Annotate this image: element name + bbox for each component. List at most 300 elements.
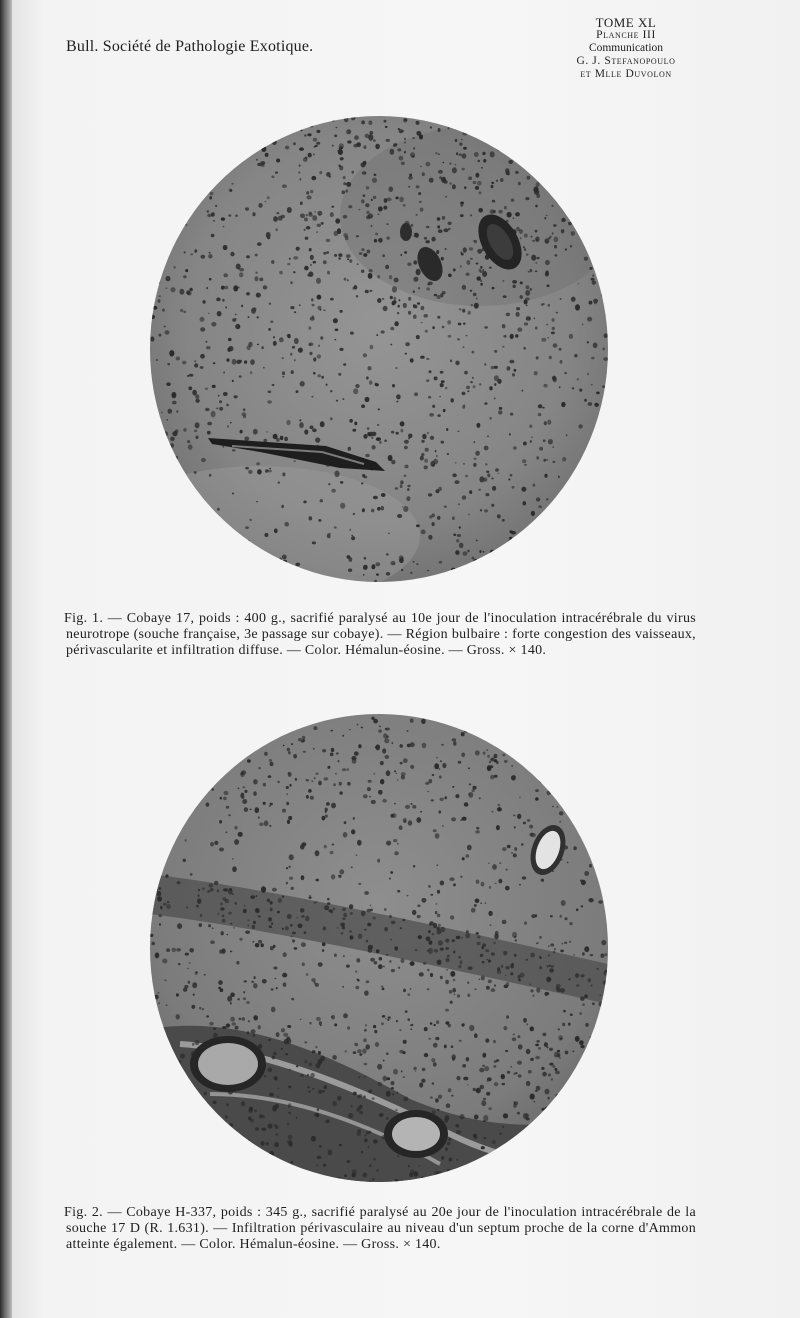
nucleus-speck [278, 481, 280, 483]
nucleus-speck [440, 798, 444, 801]
nucleus-speck [456, 936, 461, 939]
nucleus-speck [365, 397, 370, 402]
nucleus-speck [162, 309, 165, 312]
nucleus-speck [151, 315, 155, 319]
nucleus-speck [492, 1140, 496, 1144]
nucleus-speck [564, 917, 567, 920]
nucleus-speck [419, 1082, 423, 1087]
nucleus-speck [470, 258, 473, 260]
nucleus-speck [475, 451, 480, 456]
nucleus-speck [418, 935, 422, 939]
nucleus-speck [559, 386, 561, 388]
nucleus-speck [243, 786, 246, 788]
nucleus-speck [560, 950, 564, 953]
nucleus-speck [505, 886, 510, 891]
nucleus-speck [520, 295, 523, 299]
nucleus-speck [284, 1039, 289, 1044]
nucleus-speck [209, 474, 211, 477]
nucleus-speck [387, 198, 392, 202]
nucleus-speck [430, 894, 433, 896]
nucleus-speck [358, 934, 363, 939]
nucleus-speck [462, 285, 466, 290]
nucleus-speck [214, 841, 218, 845]
nucleus-speck [515, 939, 517, 941]
nucleus-speck [418, 192, 421, 195]
nucleus-speck [247, 925, 249, 927]
nucleus-speck [277, 911, 280, 914]
nucleus-speck [187, 440, 190, 443]
nucleus-speck [261, 1141, 265, 1146]
nucleus-speck [483, 752, 486, 755]
nucleus-speck [366, 186, 369, 189]
nucleus-speck [447, 955, 450, 958]
nucleus-speck [446, 1103, 451, 1108]
nucleus-speck [258, 915, 261, 917]
nucleus-speck [217, 913, 219, 915]
nucleus-speck [413, 865, 415, 868]
nucleus-speck [180, 309, 183, 313]
nucleus-speck [562, 457, 566, 462]
nucleus-speck [379, 441, 382, 444]
nucleus-speck [553, 951, 556, 954]
nucleus-speck [569, 334, 573, 339]
nucleus-speck [306, 214, 308, 217]
nucleus-speck [282, 809, 286, 813]
nucleus-speck [359, 1111, 363, 1114]
nucleus-speck [267, 237, 270, 240]
nucleus-speck [289, 877, 293, 880]
nucleus-speck [231, 893, 234, 895]
nucleus-speck [316, 1017, 321, 1021]
nucleus-speck [564, 372, 566, 374]
nucleus-speck [286, 786, 289, 789]
nucleus-speck [461, 732, 465, 736]
nucleus-speck [318, 781, 322, 786]
nucleus-speck [223, 392, 228, 396]
nucleus-speck [167, 419, 169, 421]
nucleus-speck [570, 245, 572, 248]
nucleus-speck [502, 754, 505, 757]
nucleus-speck [186, 906, 188, 908]
nucleus-speck [424, 1053, 428, 1057]
nucleus-speck [295, 563, 300, 567]
nucleus-speck [281, 215, 285, 219]
nucleus-speck [363, 794, 368, 798]
nucleus-speck [516, 307, 520, 310]
nucleus-speck [489, 417, 491, 420]
nucleus-speck [328, 483, 330, 485]
nucleus-speck [223, 273, 228, 277]
nucleus-speck [447, 127, 449, 130]
nucleus-speck [560, 298, 562, 300]
nucleus-speck [484, 402, 487, 405]
nucleus-speck [268, 391, 272, 394]
nucleus-speck [331, 874, 335, 879]
nucleus-speck [311, 298, 314, 301]
nucleus-speck [313, 261, 316, 264]
nucleus-speck [412, 910, 416, 915]
nucleus-speck [278, 1088, 280, 1090]
nucleus-speck [343, 176, 346, 179]
nucleus-speck [164, 979, 166, 981]
nucleus-speck [373, 1025, 376, 1028]
nucleus-speck [313, 748, 315, 750]
nucleus-speck [346, 254, 351, 258]
nucleus-speck [394, 946, 398, 950]
nucleus-speck [558, 1028, 560, 1030]
nucleus-speck [332, 145, 334, 147]
nucleus-speck [532, 240, 535, 242]
nucleus-speck [477, 249, 482, 254]
nucleus-speck [168, 409, 173, 414]
nucleus-speck [323, 309, 325, 311]
nucleus-speck [470, 214, 472, 216]
nucleus-speck [473, 293, 477, 297]
nucleus-speck [585, 1023, 588, 1027]
nucleus-speck [531, 511, 535, 516]
nucleus-speck [307, 195, 312, 199]
nucleus-speck [425, 330, 428, 333]
nucleus-speck [571, 297, 576, 302]
nucleus-speck [430, 1096, 433, 1098]
nucleus-speck [437, 225, 440, 228]
nucleus-speck [462, 168, 465, 171]
nucleus-speck [451, 1095, 453, 1097]
nucleus-speck [371, 225, 373, 227]
nucleus-speck [233, 285, 238, 291]
nucleus-speck [378, 408, 381, 410]
nucleus-speck [438, 940, 443, 946]
nucleus-speck [317, 224, 321, 227]
nucleus-speck [343, 182, 346, 185]
nucleus-speck [227, 425, 229, 428]
nucleus-speck [348, 205, 352, 208]
nucleus-speck [483, 478, 487, 482]
nucleus-speck [552, 806, 554, 807]
nucleus-speck [356, 1107, 360, 1112]
nucleus-speck [425, 782, 429, 785]
nucleus-speck [452, 473, 457, 477]
nucleus-speck [442, 162, 444, 164]
nucleus-speck [258, 940, 262, 944]
nucleus-speck [288, 1135, 293, 1140]
nucleus-speck [526, 305, 528, 307]
nucleus-speck [530, 953, 535, 958]
nucleus-speck [357, 724, 359, 726]
nucleus-speck [300, 1074, 304, 1077]
nucleus-speck [238, 832, 243, 837]
nucleus-speck [159, 914, 162, 917]
nucleus-speck [494, 1082, 499, 1086]
nucleus-speck [385, 755, 390, 759]
nucleus-speck [224, 286, 228, 290]
nucleus-speck [403, 204, 406, 207]
nucleus-speck [245, 790, 248, 793]
nucleus-speck [447, 453, 449, 455]
nucleus-speck [230, 252, 234, 257]
nucleus-speck [548, 945, 550, 947]
nucleus-speck [571, 231, 575, 236]
nucleus-speck [437, 217, 441, 220]
nucleus-speck [481, 167, 483, 169]
nucleus-speck [340, 481, 343, 484]
nucleus-speck [579, 389, 582, 392]
nucleus-speck [326, 239, 330, 242]
nucleus-speck [379, 726, 381, 728]
nucleus-speck [230, 422, 232, 423]
nucleus-speck [522, 390, 524, 392]
nucleus-speck [491, 182, 494, 184]
nucleus-speck [338, 165, 341, 168]
nucleus-speck [561, 402, 565, 407]
nucleus-speck [282, 973, 287, 978]
nucleus-speck [399, 558, 404, 563]
nucleus-speck [306, 795, 309, 799]
nucleus-speck [487, 473, 490, 477]
nucleus-speck [190, 253, 193, 255]
nucleus-speck [416, 563, 419, 565]
nucleus-speck [427, 570, 429, 572]
nucleus-speck [228, 814, 230, 816]
nucleus-speck [257, 344, 259, 346]
nucleus-speck [222, 915, 225, 918]
nucleus-speck [398, 305, 400, 308]
nucleus-speck [300, 178, 302, 180]
nucleus-speck [518, 979, 521, 982]
nucleus-speck [294, 338, 299, 344]
journal-title: Bull. Société de Pathologie Exotique. [66, 38, 314, 55]
nucleus-speck [463, 147, 467, 150]
nucleus-speck [376, 744, 381, 750]
nucleus-speck [416, 214, 418, 216]
nucleus-speck [453, 994, 455, 996]
nucleus-speck [204, 974, 207, 976]
nucleus-speck [198, 895, 200, 897]
nucleus-speck [416, 269, 421, 276]
nucleus-speck [221, 217, 225, 220]
nucleus-speck [326, 384, 328, 386]
nucleus-speck [393, 297, 396, 301]
nucleus-speck [226, 1023, 230, 1027]
nucleus-speck [419, 1165, 421, 1167]
nucleus-speck [368, 780, 372, 783]
nucleus-speck [403, 1076, 405, 1078]
nucleus-speck [591, 357, 594, 360]
nucleus-speck [226, 358, 229, 361]
nucleus-speck [332, 1101, 336, 1106]
nucleus-speck [383, 306, 388, 311]
nucleus-speck [592, 281, 596, 285]
nucleus-speck [301, 129, 303, 131]
nucleus-speck [216, 408, 218, 410]
nucleus-speck [221, 286, 225, 290]
nucleus-speck [486, 471, 489, 473]
nucleus-speck [426, 287, 430, 290]
nucleus-speck [445, 980, 449, 984]
nucleus-speck [485, 463, 488, 465]
nucleus-speck [449, 182, 451, 185]
nucleus-speck [554, 948, 556, 950]
nucleus-speck [552, 446, 554, 448]
nucleus-speck [440, 881, 445, 886]
nucleus-speck [268, 917, 272, 921]
nucleus-speck [463, 346, 465, 348]
nucleus-speck [385, 1018, 387, 1019]
nucleus-speck [290, 281, 292, 284]
nucleus-speck [457, 431, 459, 433]
nucleus-speck [448, 228, 451, 230]
nucleus-speck [548, 1074, 551, 1077]
nucleus-speck [494, 366, 498, 369]
nucleus-speck [448, 274, 452, 278]
nucleus-speck [472, 786, 476, 790]
nucleus-speck [525, 285, 529, 289]
nucleus-speck [433, 1062, 437, 1066]
nucleus-speck [190, 873, 193, 876]
nucleus-speck [324, 845, 327, 848]
nucleus-speck [437, 516, 441, 520]
nucleus-speck [429, 921, 434, 925]
nucleus-speck [524, 921, 527, 924]
nucleus-speck [416, 121, 420, 125]
nucleus-speck [540, 957, 542, 959]
nucleus-speck [342, 918, 345, 920]
nucleus-speck [309, 352, 312, 355]
nucleus-speck [202, 888, 205, 891]
nucleus-speck [211, 234, 215, 237]
nucleus-speck [225, 306, 227, 308]
nucleus-speck [458, 956, 461, 959]
nucleus-speck [172, 401, 177, 405]
nucleus-speck [299, 419, 301, 421]
nucleus-speck [531, 833, 536, 837]
nucleus-speck [358, 883, 361, 885]
nucleus-speck [345, 1050, 348, 1052]
micrograph-fig1 [150, 116, 608, 582]
nucleus-speck [378, 964, 383, 969]
nucleus-speck [315, 983, 319, 987]
nucleus-speck [162, 959, 167, 964]
nucleus-speck [556, 806, 558, 808]
nucleus-speck [450, 1001, 453, 1004]
nucleus-speck [374, 239, 377, 243]
nucleus-speck [458, 323, 462, 326]
nucleus-speck [371, 564, 375, 569]
nucleus-speck [565, 248, 567, 250]
nucleus-speck [321, 222, 324, 225]
nucleus-speck [320, 421, 325, 427]
nucleus-speck [247, 919, 249, 921]
nucleus-speck [566, 434, 568, 436]
nucleus-speck [479, 979, 481, 980]
nucleus-speck [526, 1023, 528, 1025]
nucleus-speck [535, 797, 539, 800]
nucleus-speck [452, 184, 456, 189]
nucleus-speck [574, 354, 577, 357]
nucleus-speck [288, 1103, 292, 1108]
nucleus-speck [386, 553, 389, 555]
nucleus-speck [426, 162, 431, 167]
nucleus-speck [502, 847, 507, 851]
nucleus-speck [435, 489, 439, 493]
nucleus-speck [363, 1173, 367, 1178]
nucleus-speck [315, 773, 318, 775]
nucleus-speck [282, 184, 287, 188]
nucleus-speck [460, 1114, 465, 1119]
nucleus-speck [482, 271, 487, 277]
nucleus-speck [482, 1065, 485, 1067]
nucleus-speck [223, 245, 228, 250]
nucleus-speck [200, 354, 205, 359]
nucleus-speck [513, 1033, 515, 1035]
nucleus-speck [589, 301, 593, 305]
nucleus-speck [591, 985, 593, 987]
nucleus-speck [343, 215, 347, 219]
nucleus-speck [271, 1007, 276, 1013]
nucleus-speck [580, 1045, 584, 1048]
nucleus-speck [301, 915, 304, 917]
nucleus-speck [345, 236, 349, 240]
nucleus-speck [410, 1029, 412, 1031]
nucleus-speck [459, 153, 462, 156]
nucleus-speck [511, 963, 513, 966]
nucleus-speck [356, 854, 358, 856]
nucleus-speck [262, 1128, 267, 1131]
nucleus-speck [551, 332, 555, 335]
nucleus-speck [544, 217, 546, 219]
nucleus-speck [590, 954, 593, 956]
nucleus-speck [232, 380, 234, 382]
nucleus-speck [166, 382, 171, 386]
nucleus-speck [157, 896, 162, 901]
nucleus-speck [497, 514, 501, 518]
nucleus-speck [301, 875, 303, 878]
nucleus-speck [476, 540, 478, 542]
nucleus-speck [212, 928, 214, 929]
nucleus-speck [310, 190, 313, 194]
nucleus-speck [309, 895, 311, 897]
nucleus-speck [455, 361, 459, 366]
nucleus-speck [273, 1052, 276, 1056]
nucleus-speck [573, 846, 577, 850]
nucleus-speck [289, 854, 294, 860]
nucleus-speck [462, 309, 465, 313]
nucleus-speck [304, 266, 309, 271]
nucleus-speck [470, 381, 473, 383]
nucleus-speck [394, 321, 398, 326]
nucleus-speck [494, 397, 496, 399]
nucleus-speck [503, 295, 507, 298]
nucleus-speck [355, 384, 359, 388]
nucleus-speck [448, 1138, 451, 1141]
nucleus-speck [396, 432, 399, 435]
nucleus-speck [506, 982, 510, 986]
nucleus-speck [525, 297, 530, 300]
nucleus-speck [298, 171, 300, 173]
nucleus-speck [277, 212, 280, 214]
nucleus-speck [485, 1038, 489, 1042]
nucleus-speck [491, 811, 493, 813]
nucleus-speck [539, 447, 543, 451]
nucleus-speck [368, 213, 373, 218]
nucleus-speck [300, 381, 305, 387]
nucleus-speck [528, 271, 530, 273]
nucleus-speck [157, 891, 161, 897]
nucleus-speck [444, 1118, 448, 1123]
nucleus-speck [373, 1158, 376, 1161]
nucleus-speck [521, 487, 526, 492]
nucleus-speck [515, 171, 519, 174]
